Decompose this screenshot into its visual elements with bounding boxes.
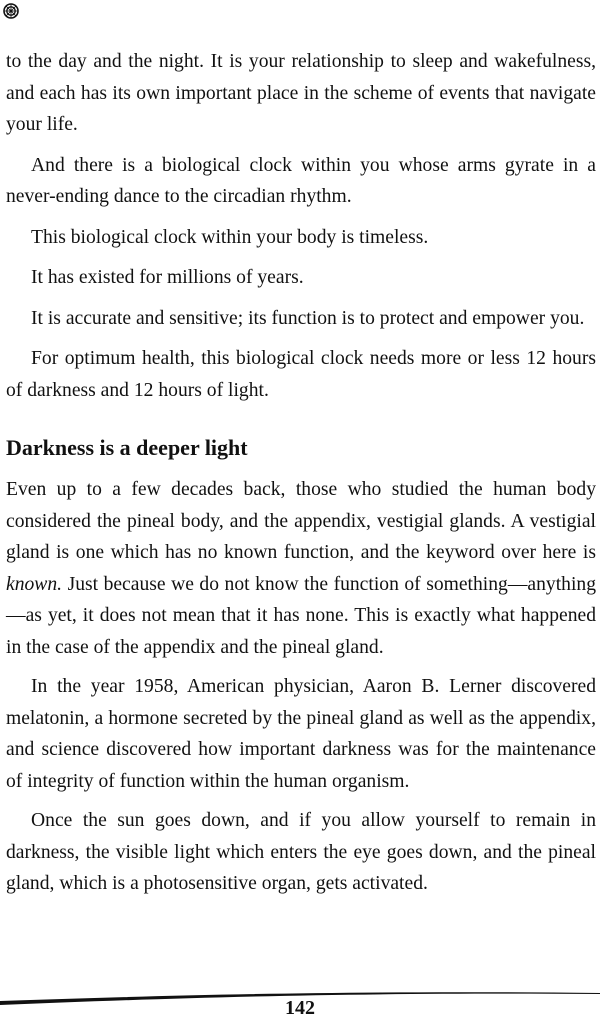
italic-emphasis: known.: [6, 573, 63, 595]
mandala-ornament-icon: [3, 3, 19, 19]
section-heading: Darkness is a deeper light: [6, 435, 248, 460]
paragraph: This biological clock within your body is timeless.: [31, 226, 429, 248]
page-text: [6, 46, 596, 908]
paragraph: It is accurate and sensitive; its function is to protect and empower you.: [31, 307, 585, 329]
text-run: Even up to a few decades back, those who studied the human body considered the pineal body, and the appendix, vestigial glands. A vestigial gland is one which has no known function, and the keyword over here is: [6, 479, 596, 563]
paragraph: For optimum health, this biological clock needs more or less 12 hours of darkness and 12 hours of light.: [6, 348, 596, 401]
paragraph-continuation: to the day and the night. It is your relationship to sleep and wakefulness, and each has its own important place in the scheme of events that navigate your life.: [6, 51, 596, 135]
paragraph: And there is a biological clock within you whose arms gyrate in a never-ending dance to the circadian rhythm.: [6, 154, 596, 207]
section-paragraph-1: [6, 474, 596, 663]
section-paragraph-3: Once the sun goes down, and if you allow yourself to remain in darkness, the visible light which enters the eye goes down, and the pineal gland, which is a photosensitive organ, gets activated.: [6, 810, 596, 894]
page-number: 142: [285, 997, 315, 1019]
text-run: Just because we do not know the function of something—anything—as yet, it does not mean that it has none. This is exactly what happened in the case of the appendix and the pineal gland.: [6, 573, 596, 658]
paragraph: It has existed for millions of years.: [31, 267, 304, 288]
section-paragraph-2: In the year 1958, American physician, Aaron B. Lerner discovered melatonin, a hormone secreted by the pineal gland as well as the appendix, and science discovered how important darkness was for the maintenance of integrity of function within the human organism.: [6, 676, 596, 792]
